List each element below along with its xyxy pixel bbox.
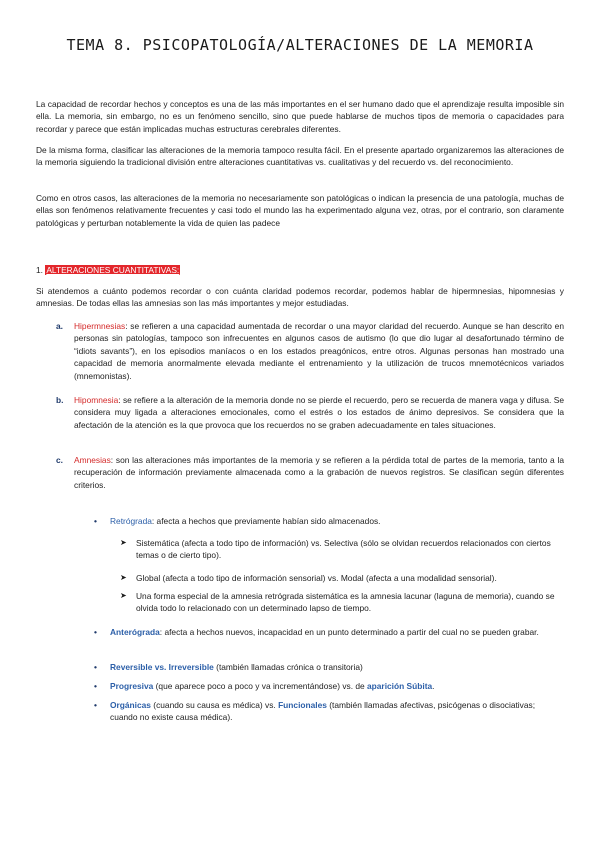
- arrow-icon: ➤: [120, 573, 127, 582]
- term-hipomnesia: Hipomnesia: [74, 395, 119, 405]
- subitem-sistematica: [120, 537, 564, 562]
- bullet-body: [110, 680, 564, 692]
- item-text: : se refiere a la alteración de la memoria donde no se pierde el recuerdo, pero se recuerda de manera vaga y difusa. Se considera muy ligada a alteraciones emocionales, como el estrés o los estados de ánimo depresivos. Se considera que la afectación de la atención es la que provoca que los recuerdos no se graben adecuadamente en tales situaciones.: [74, 395, 564, 430]
- bullet-text: (que aparece poco a poco y va incrementándose) vs. de: [153, 681, 367, 691]
- term-reversible: Reversible vs. Irreversible: [110, 662, 214, 672]
- bullet-icon: •: [94, 681, 97, 691]
- bullet-text: : afecta a hechos que previamente habían sido almacenados.: [151, 516, 381, 526]
- bullet-body: [110, 626, 564, 638]
- term-amnesias: Amnesias: [74, 455, 111, 465]
- bullet-text: (también llamadas crónica o transitoria): [213, 662, 363, 672]
- bullet-progresiva: [94, 680, 564, 692]
- item-body: [74, 454, 564, 491]
- bullet-icon: •: [94, 662, 97, 672]
- section-intro: Si atendemos a cuánto podemos recordar o con cuánta claridad podemos recordar, podemos hablar de hipermnesias, hipomnesias y amnesias. De todas ellas las amnesias son las más importantes y mejor estudiadas.: [36, 286, 564, 309]
- bullet-anterograda: [94, 626, 564, 638]
- subitem-lacunar: [120, 590, 564, 615]
- section-heading: [36, 264, 180, 276]
- bullet-body: [110, 699, 564, 724]
- bullet-reversible: [94, 661, 564, 673]
- term-organicas: Orgánicas: [110, 700, 151, 710]
- bullet-retrograda: [94, 515, 564, 527]
- term-retrograda: Retrógrada: [110, 516, 152, 526]
- intro-paragraph-3: Como en otros casos, las alteraciones de la memoria no necesariamente son patológicas o indican la presencia de una patología, muchas de ellas son fenómenos relativamente frecuentes y casi todo el mundo las ha experimentado alguna vez, otras, por el contrario, son claramente patológicas y perturban notablemente la vida de quien las padece: [36, 193, 564, 228]
- intro-paragraph-1: La capacidad de recordar hechos y conceptos es una de las más importantes en el ser humano dado que el aprendizaje resulta imposible sin ella. La memoria, sin embargo, no es un fenómeno sencillo, sino que puede hablarse de muchos tipos de memoria o capacidades para recordar y parece que están implicadas muchas estructuras cerebrales diferentes.: [36, 99, 564, 134]
- page-title: TEMA 8. PSICOPATOLOGÍA/ALTERACIONES DE LA MEMORIA: [66, 36, 534, 54]
- item-text: : se refieren a una capacidad aumentada de recordar o una mayor claridad del recuerdo. Aunque se han descrito en personas sin patologías, tampoco son infrecuentes en algunos casos de autismo (lo que dio lugar al desafortunado término de “idiots savants”), en los episodios maníacos o en los estados preagónicos, entre otros. Algunas personas han mostrado una capacidad de memoria anormalmente elevada mediante el entrenamiento y la utilización de trucos mnemotécnicos variados (mnemonistas).: [74, 321, 564, 381]
- bullet-text: (cuando su causa es médica) vs.: [150, 700, 279, 710]
- item-marker: b.: [56, 395, 64, 405]
- term-anterograda: Anterógrada: [110, 627, 160, 637]
- subitem-global: [120, 572, 564, 584]
- term-aparicion-subita: aparición Súbita: [367, 681, 433, 691]
- bullet-body: [110, 661, 564, 673]
- bullet-body: [110, 515, 564, 527]
- bullet-text: : afecta a hechos nuevos, incapacidad en un punto determinado a partir del cual no se pueden grabar.: [159, 627, 539, 637]
- bullet-icon: •: [94, 627, 97, 637]
- bullet-icon: •: [94, 516, 97, 526]
- list-item-hipermnesias: [56, 320, 564, 382]
- item-body: [74, 320, 564, 382]
- bullet-icon: •: [94, 700, 97, 710]
- intro-paragraph-2: De la misma forma, clasificar las alteraciones de la memoria tampoco resulta fácil. En el presente apartado organizaremos las alteraciones de la memoria siguiendo la tradicional división entre alteraciones cuantitativas vs. cualitativas y del recuerdo vs. del reconocimiento.: [36, 145, 564, 168]
- item-text: : son las alteraciones más importantes de la memoria y se refieren a la pérdida total de partes de la memoria, tanto a la recuperación de información previamente almacenada como a la grabación de nuevos registros. Se clasifican según diferentes criterios.: [74, 455, 564, 490]
- term-progresiva: Progresiva: [110, 681, 154, 691]
- arrow-icon: ➤: [120, 591, 127, 600]
- arrow-icon: ➤: [120, 538, 127, 547]
- list-item-amnesias: [56, 454, 564, 491]
- item-marker: a.: [56, 321, 63, 331]
- section-title: ALTERACIONES CUANTITATIVAS:: [46, 265, 180, 275]
- subitem-text: Global (afecta a todo tipo de información sensorial) vs. Modal (afecta a una modalidad sensorial).: [136, 573, 497, 583]
- bullet-tail: .: [432, 681, 435, 691]
- term-funcionales: Funcionales: [278, 700, 327, 710]
- list-item-hipomnesia: [56, 394, 564, 431]
- bullet-organicas: [94, 699, 564, 724]
- subitem-text: Una forma especial de la amnesia retrógrada sistemática es la amnesia lacunar (laguna de memoria), cuando se olvida todo lo relacionado con un determinado lapso de tiempo.: [136, 591, 555, 614]
- subitem-text: Sistemática (afecta a todo tipo de información) vs. Selectiva (sólo se olvidan recuerdos relacionados con ciertos temas o de cierto tipo).: [136, 538, 551, 561]
- section-number: 1.: [36, 265, 43, 275]
- bullet-tail: (también llamadas afectivas, psicógenas o disociativas; cuando no existe causa médica).: [110, 700, 536, 723]
- item-body: [74, 394, 564, 431]
- term-hipermnesias: Hipermnesias: [74, 321, 126, 331]
- item-marker: c.: [56, 455, 63, 465]
